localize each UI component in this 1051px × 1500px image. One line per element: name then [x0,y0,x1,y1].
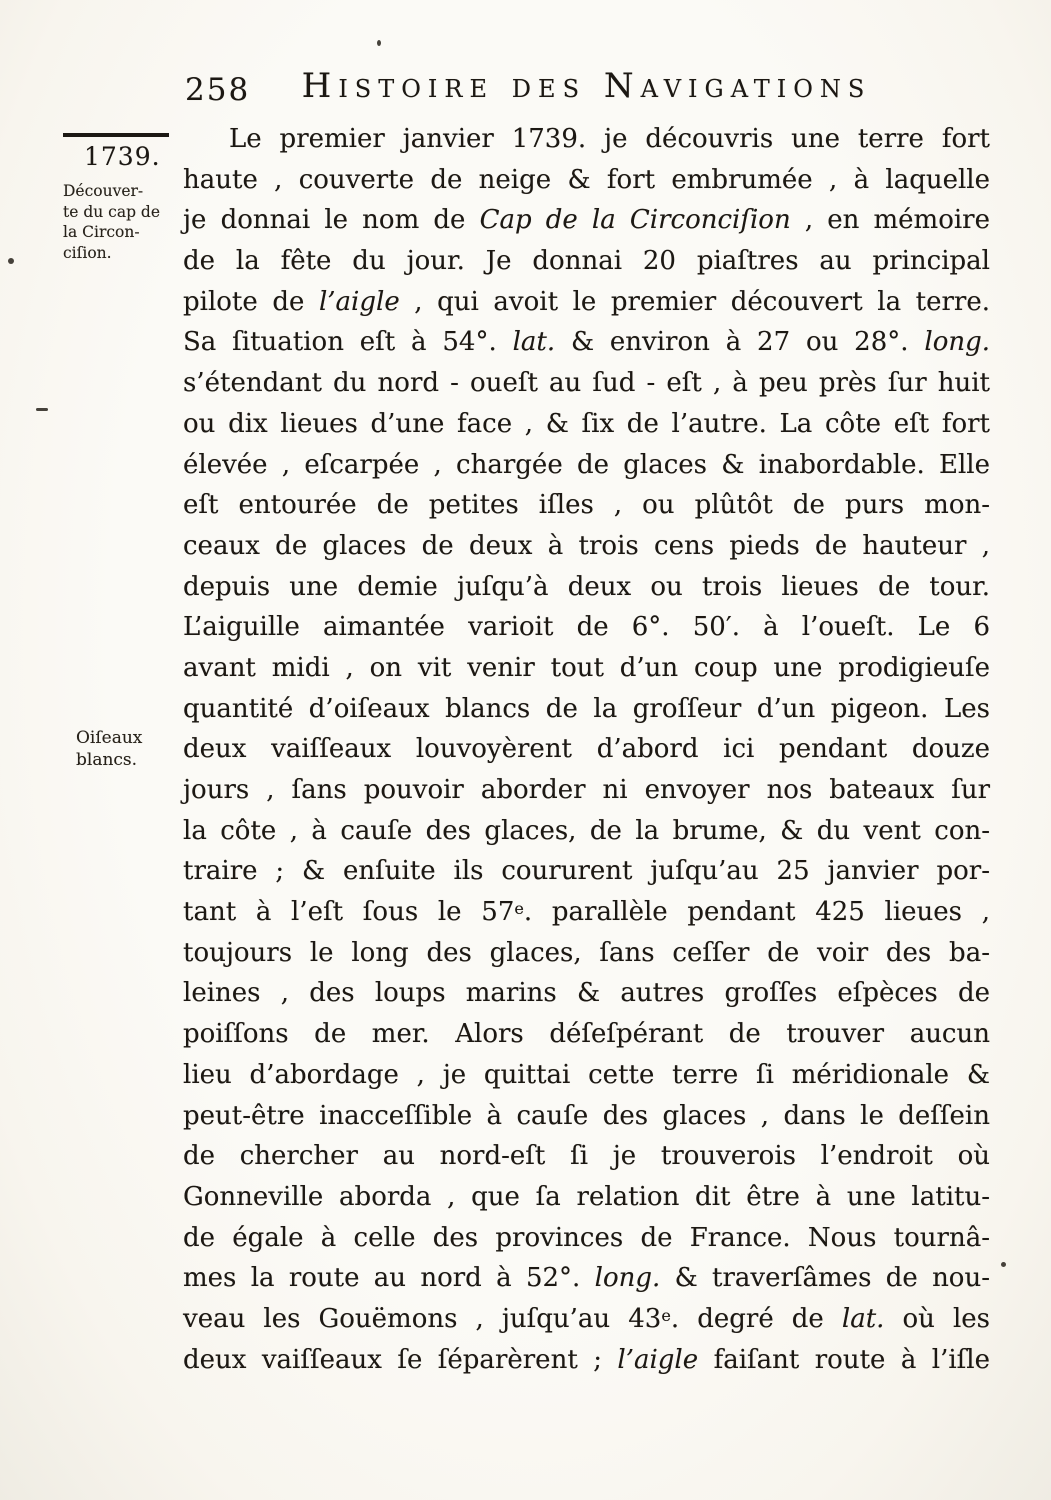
margin-note-line: la Circon- [63,223,140,241]
body-line: jours , ſans pouvoir aborder ni envoyer nos bateaux ſur [183,775,990,805]
margin-note-line: te du cap de [63,202,161,221]
body-line: élevée , eſcarpée , chargée de glaces & inabordable. Elle [183,449,990,480]
body-line: depuis une demie juſqu’à deux ou trois lieues de tour. [183,571,990,602]
body-line: deux vaiſſeaux louvoyèrent d’abord ici pendant douze [183,734,990,765]
body-line: de égale à celle des provinces de France. Nous tournâ- [183,1222,990,1253]
body-line: peut-être inacceſſible à cauſe des glaces , dans le deſſein [183,1100,990,1131]
scan-speck [8,258,14,264]
running-head [183,66,990,112]
body-line: deux vaiſſeaux ſe ſéparèrent ; l’aigle faiſant route à l’iſle [183,1344,990,1375]
margin-note-line: Oiſeaux [76,728,143,748]
margin-note-birds [76,727,186,771]
body-line: leines , des loups marins & autres groſſes eſpèces de [183,978,990,1009]
body-line: veau les Gouëmons , juſqu’au 43e. degré de lat. où les [183,1303,991,1334]
margin-note-line: Découver- [63,182,144,200]
body-line: de chercher au nord-eſt ſi je trouverois l’endroit où [183,1141,990,1172]
body-line: toujours le long des glaces, ſans ceſſer de voir des ba- [183,937,990,968]
margin-note-line: blancs. [76,750,138,770]
scan-speck [36,408,48,411]
body-line: poiſſons de mer. Alors déſeſpérant de trouver aucun [183,1019,990,1050]
body-line: tant à l’eſt ſous le 57e. parallèle pendant 425 lieues , [183,897,990,928]
body-line: de la fête du jour. Je donnai 20 piaſtres au principal [183,246,990,277]
body-line: s’étendant du nord - oueſt au ſud - eſt , à peu près ſur huit [183,368,990,399]
body-line: je donnai le nom de Cap de la Circonciſion , en mémoire [183,205,990,236]
body-line: mes la route au nord à 52°. long. & traverſâmes de nou- [183,1263,990,1294]
body-line: avant midi , on vit venir tout d’un coup une prodigieuſe [183,652,990,683]
margin-note-year: 1739. [84,142,161,171]
body-line: quantité d’oiſeaux blancs de la groſſeur d’un pigeon. Les [183,693,990,724]
body-line: lieu d’abordage , je quittai cette terre ſi méridionale & [183,1059,990,1090]
scan-speck [377,40,381,46]
body-line: ceaux de glaces de deux à trois cens pieds de hauteur , [183,530,990,561]
body-line: ou dix lieues d’une face , & ſix de l’autre. La côte eſt fort [183,408,990,439]
body-line: eſt entourée de petites iſles , ou plûtôt de purs mon- [183,490,990,521]
margin-note-line: ciſion. [63,243,112,262]
scan-speck [1001,1262,1006,1267]
page-number: 258 [185,72,251,108]
body-line: traire ; & enſuite ils coururent juſqu’au 25 janvier por- [183,856,990,887]
body-line: Gonneville aborda , que ſa relation dit être à une latitu- [183,1181,990,1212]
margin-rule [63,133,169,137]
body-text [183,119,990,1380]
page-title: Histoire des Navigations [301,66,872,106]
body-line: la côte , à cauſe des glaces, de la brume, & du vent con- [183,815,990,846]
body-line: pilote de l’aigle , qui avoit le premier découvert la terre. [183,286,990,317]
margin-note-discovery [63,181,185,263]
body-line: Sa ſituation eſt à 54°. lat. & environ à 27 ou 28°. long. [183,327,990,358]
body-line: haute , couverte de neige & fort embrumée , à laquelle [183,164,990,195]
body-line: Le premier janvier 1739. je découvris une terre fort [229,124,990,154]
body-line: L’aiguille aimantée varioit de 6°. 50′. à l’oueſt. Le 6 [183,612,990,643]
